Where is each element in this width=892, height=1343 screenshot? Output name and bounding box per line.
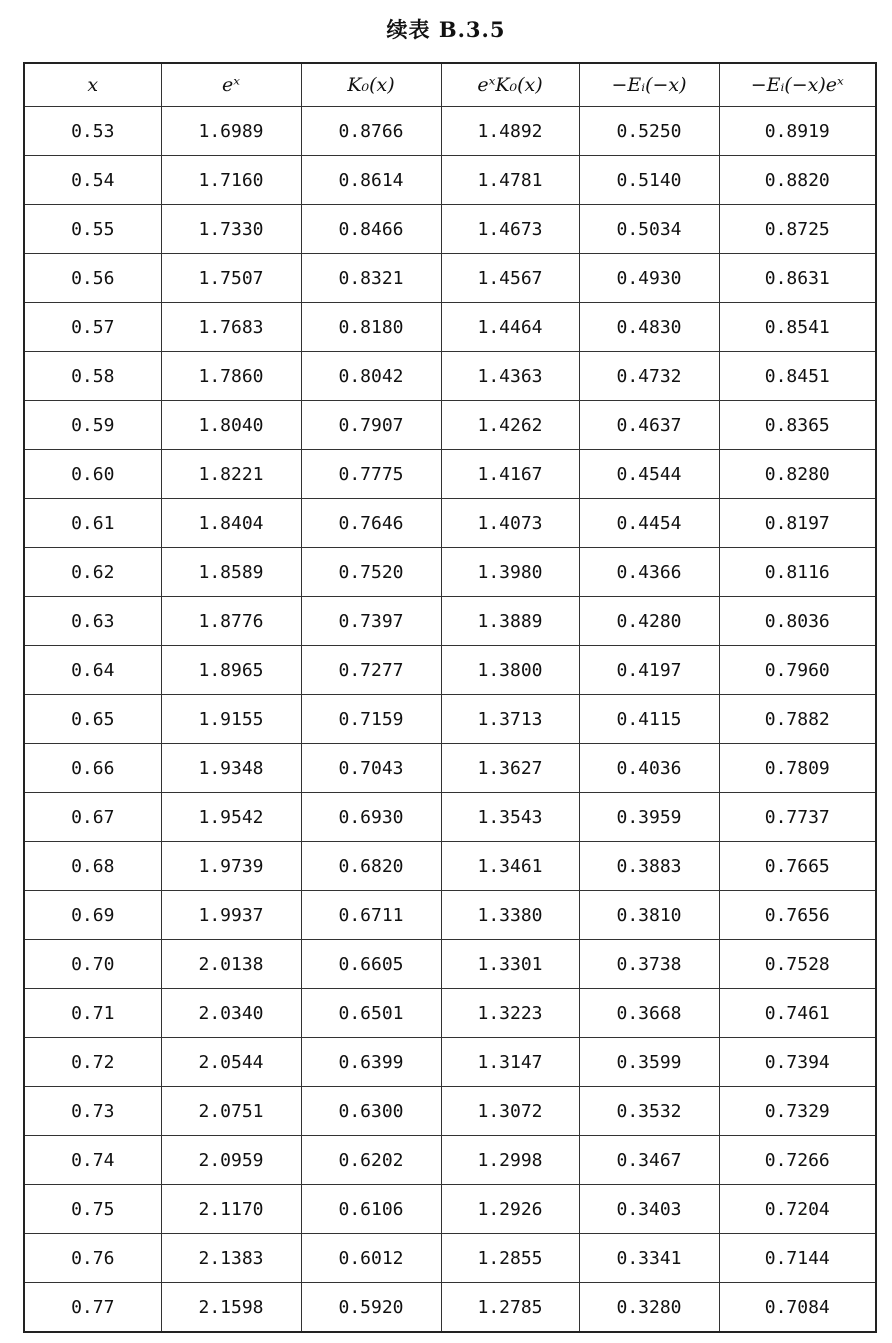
cell-neg-ei: 0.4544 [579, 450, 719, 499]
table-row [24, 1234, 876, 1283]
cell-neg-ei-exp: 0.7528 [719, 940, 876, 989]
cell-neg-ei: 0.5034 [579, 205, 719, 254]
cell-k0: 0.6300 [301, 1087, 441, 1136]
table-row [24, 1087, 876, 1136]
cell-x: 0.69 [24, 891, 161, 940]
table-row [24, 205, 876, 254]
table-row [24, 1185, 876, 1234]
table-row [24, 254, 876, 303]
cell-exp-k0: 1.3713 [441, 695, 579, 744]
cell-exp-k0: 1.4262 [441, 401, 579, 450]
cell-x: 0.66 [24, 744, 161, 793]
cell-x: 0.77 [24, 1283, 161, 1333]
cell-neg-ei-exp: 0.8725 [719, 205, 876, 254]
cell-exp-k0: 1.4167 [441, 450, 579, 499]
table-row [24, 401, 876, 450]
page-title: 续表 B.3.5 [386, 17, 506, 42]
cell-x: 0.75 [24, 1185, 161, 1234]
cell-neg-ei: 0.4930 [579, 254, 719, 303]
column-header-neg-ei-exp: −Eᵢ(−x)eˣ [719, 63, 876, 107]
cell-exp-x: 2.0959 [161, 1136, 301, 1185]
cell-neg-ei-exp: 0.8036 [719, 597, 876, 646]
cell-exp-k0: 1.3380 [441, 891, 579, 940]
header-row [24, 63, 876, 107]
cell-x: 0.65 [24, 695, 161, 744]
table-row [24, 940, 876, 989]
table-row [24, 1038, 876, 1087]
cell-neg-ei: 0.3532 [579, 1087, 719, 1136]
cell-k0: 0.6501 [301, 989, 441, 1038]
cell-exp-k0: 1.3543 [441, 793, 579, 842]
cell-neg-ei-exp: 0.7737 [719, 793, 876, 842]
table-row [24, 352, 876, 401]
cell-neg-ei-exp: 0.8451 [719, 352, 876, 401]
cell-neg-ei-exp: 0.7461 [719, 989, 876, 1038]
cell-neg-ei: 0.4732 [579, 352, 719, 401]
cell-exp-x: 2.0340 [161, 989, 301, 1038]
table-row [24, 1283, 876, 1333]
table-row [24, 891, 876, 940]
cell-exp-k0: 1.3147 [441, 1038, 579, 1087]
cell-k0: 0.6399 [301, 1038, 441, 1087]
cell-exp-k0: 1.4363 [441, 352, 579, 401]
cell-k0: 0.6106 [301, 1185, 441, 1234]
cell-x: 0.60 [24, 450, 161, 499]
cell-x: 0.71 [24, 989, 161, 1038]
cell-k0: 0.6711 [301, 891, 441, 940]
cell-exp-k0: 1.3800 [441, 646, 579, 695]
column-header-neg-ei: −Eᵢ(−x) [579, 63, 719, 107]
cell-neg-ei: 0.3668 [579, 989, 719, 1038]
cell-x: 0.73 [24, 1087, 161, 1136]
cell-x: 0.64 [24, 646, 161, 695]
cell-neg-ei: 0.4115 [579, 695, 719, 744]
table-row [24, 156, 876, 205]
cell-exp-x: 1.7507 [161, 254, 301, 303]
cell-exp-k0: 1.3223 [441, 989, 579, 1038]
column-header-exp-x: eˣ [161, 63, 301, 107]
cell-neg-ei: 0.4830 [579, 303, 719, 352]
cell-exp-k0: 1.3301 [441, 940, 579, 989]
cell-exp-x: 1.7330 [161, 205, 301, 254]
cell-k0: 0.8766 [301, 107, 441, 156]
cell-exp-x: 1.9937 [161, 891, 301, 940]
cell-x: 0.70 [24, 940, 161, 989]
cell-exp-k0: 1.2785 [441, 1283, 579, 1333]
column-header-x: x [24, 63, 161, 107]
cell-exp-x: 1.7683 [161, 303, 301, 352]
cell-neg-ei: 0.4637 [579, 401, 719, 450]
cell-neg-ei: 0.4036 [579, 744, 719, 793]
cell-exp-k0: 1.4567 [441, 254, 579, 303]
cell-x: 0.59 [24, 401, 161, 450]
cell-neg-ei: 0.5140 [579, 156, 719, 205]
table-row [24, 842, 876, 891]
table-row [24, 107, 876, 156]
cell-exp-k0: 1.4781 [441, 156, 579, 205]
cell-exp-k0: 1.3980 [441, 548, 579, 597]
cell-neg-ei-exp: 0.8365 [719, 401, 876, 450]
cell-k0: 0.8466 [301, 205, 441, 254]
cell-exp-k0: 1.4073 [441, 499, 579, 548]
cell-k0: 0.7159 [301, 695, 441, 744]
cell-x: 0.57 [24, 303, 161, 352]
cell-x: 0.58 [24, 352, 161, 401]
cell-neg-ei-exp: 0.8280 [719, 450, 876, 499]
cell-neg-ei-exp: 0.8541 [719, 303, 876, 352]
cell-neg-ei-exp: 0.8820 [719, 156, 876, 205]
cell-neg-ei: 0.3280 [579, 1283, 719, 1333]
cell-k0: 0.6012 [301, 1234, 441, 1283]
cell-neg-ei: 0.3467 [579, 1136, 719, 1185]
cell-neg-ei: 0.3341 [579, 1234, 719, 1283]
cell-exp-k0: 1.3627 [441, 744, 579, 793]
cell-exp-k0: 1.2855 [441, 1234, 579, 1283]
table-row [24, 597, 876, 646]
cell-exp-x: 2.1383 [161, 1234, 301, 1283]
cell-neg-ei: 0.4280 [579, 597, 719, 646]
cell-exp-x: 2.1170 [161, 1185, 301, 1234]
cell-k0: 0.7520 [301, 548, 441, 597]
cell-x: 0.54 [24, 156, 161, 205]
cell-neg-ei-exp: 0.7266 [719, 1136, 876, 1185]
cell-x: 0.68 [24, 842, 161, 891]
cell-k0: 0.7907 [301, 401, 441, 450]
table-row [24, 793, 876, 842]
cell-neg-ei-exp: 0.7084 [719, 1283, 876, 1333]
cell-k0: 0.8042 [301, 352, 441, 401]
cell-exp-k0: 1.2926 [441, 1185, 579, 1234]
cell-k0: 0.5920 [301, 1283, 441, 1333]
cell-exp-k0: 1.4464 [441, 303, 579, 352]
cell-exp-k0: 1.3072 [441, 1087, 579, 1136]
column-header-exp-k0: eˣK₀(x) [441, 63, 579, 107]
table-row [24, 744, 876, 793]
cell-k0: 0.8180 [301, 303, 441, 352]
cell-exp-x: 2.0544 [161, 1038, 301, 1087]
cell-neg-ei: 0.4197 [579, 646, 719, 695]
cell-exp-k0: 1.4673 [441, 205, 579, 254]
cell-exp-k0: 1.4892 [441, 107, 579, 156]
cell-neg-ei-exp: 0.7204 [719, 1185, 876, 1234]
cell-exp-x: 1.8776 [161, 597, 301, 646]
cell-exp-x: 1.9739 [161, 842, 301, 891]
cell-x: 0.63 [24, 597, 161, 646]
cell-exp-x: 1.9542 [161, 793, 301, 842]
cell-k0: 0.6202 [301, 1136, 441, 1185]
cell-x: 0.56 [24, 254, 161, 303]
cell-exp-x: 2.1598 [161, 1283, 301, 1333]
cell-exp-x: 1.8404 [161, 499, 301, 548]
cell-k0: 0.6930 [301, 793, 441, 842]
cell-exp-x: 1.8589 [161, 548, 301, 597]
table-body [24, 107, 876, 1333]
cell-k0: 0.7397 [301, 597, 441, 646]
cell-exp-x: 1.9348 [161, 744, 301, 793]
cell-k0: 0.7775 [301, 450, 441, 499]
cell-k0: 0.8614 [301, 156, 441, 205]
cell-x: 0.74 [24, 1136, 161, 1185]
table-row [24, 499, 876, 548]
cell-neg-ei-exp: 0.8919 [719, 107, 876, 156]
cell-x: 0.55 [24, 205, 161, 254]
cell-neg-ei: 0.3810 [579, 891, 719, 940]
cell-exp-x: 1.7160 [161, 156, 301, 205]
cell-x: 0.67 [24, 793, 161, 842]
cell-exp-k0: 1.3889 [441, 597, 579, 646]
table-row [24, 646, 876, 695]
cell-neg-ei-exp: 0.7665 [719, 842, 876, 891]
table-row [24, 989, 876, 1038]
cell-exp-x: 1.8040 [161, 401, 301, 450]
cell-neg-ei-exp: 0.8197 [719, 499, 876, 548]
cell-neg-ei-exp: 0.7960 [719, 646, 876, 695]
cell-exp-x: 2.0138 [161, 940, 301, 989]
cell-neg-ei: 0.3959 [579, 793, 719, 842]
table-row [24, 450, 876, 499]
data-table [23, 62, 877, 1333]
cell-neg-ei: 0.3599 [579, 1038, 719, 1087]
table-row [24, 1136, 876, 1185]
cell-neg-ei-exp: 0.7882 [719, 695, 876, 744]
cell-exp-x: 1.9155 [161, 695, 301, 744]
cell-exp-k0: 1.3461 [441, 842, 579, 891]
table-row [24, 303, 876, 352]
cell-x: 0.61 [24, 499, 161, 548]
cell-neg-ei: 0.3403 [579, 1185, 719, 1234]
cell-neg-ei-exp: 0.7394 [719, 1038, 876, 1087]
cell-exp-x: 1.7860 [161, 352, 301, 401]
table-row [24, 548, 876, 597]
cell-exp-x: 2.0751 [161, 1087, 301, 1136]
cell-exp-x: 1.8965 [161, 646, 301, 695]
cell-k0: 0.7043 [301, 744, 441, 793]
cell-k0: 0.7646 [301, 499, 441, 548]
cell-neg-ei-exp: 0.7809 [719, 744, 876, 793]
cell-neg-ei-exp: 0.8631 [719, 254, 876, 303]
cell-x: 0.62 [24, 548, 161, 597]
table-row [24, 695, 876, 744]
cell-exp-x: 1.6989 [161, 107, 301, 156]
cell-neg-ei-exp: 0.7329 [719, 1087, 876, 1136]
cell-x: 0.72 [24, 1038, 161, 1087]
cell-exp-k0: 1.2998 [441, 1136, 579, 1185]
column-header-k0: K₀(x) [301, 63, 441, 107]
cell-neg-ei-exp: 0.8116 [719, 548, 876, 597]
cell-neg-ei: 0.3738 [579, 940, 719, 989]
cell-neg-ei: 0.5250 [579, 107, 719, 156]
cell-neg-ei: 0.4454 [579, 499, 719, 548]
cell-x: 0.53 [24, 107, 161, 156]
cell-neg-ei: 0.4366 [579, 548, 719, 597]
cell-exp-x: 1.8221 [161, 450, 301, 499]
cell-x: 0.76 [24, 1234, 161, 1283]
cell-k0: 0.6820 [301, 842, 441, 891]
table-header [24, 63, 876, 107]
cell-neg-ei: 0.3883 [579, 842, 719, 891]
cell-neg-ei-exp: 0.7144 [719, 1234, 876, 1283]
cell-k0: 0.6605 [301, 940, 441, 989]
cell-k0: 0.7277 [301, 646, 441, 695]
cell-k0: 0.8321 [301, 254, 441, 303]
cell-neg-ei-exp: 0.7656 [719, 891, 876, 940]
